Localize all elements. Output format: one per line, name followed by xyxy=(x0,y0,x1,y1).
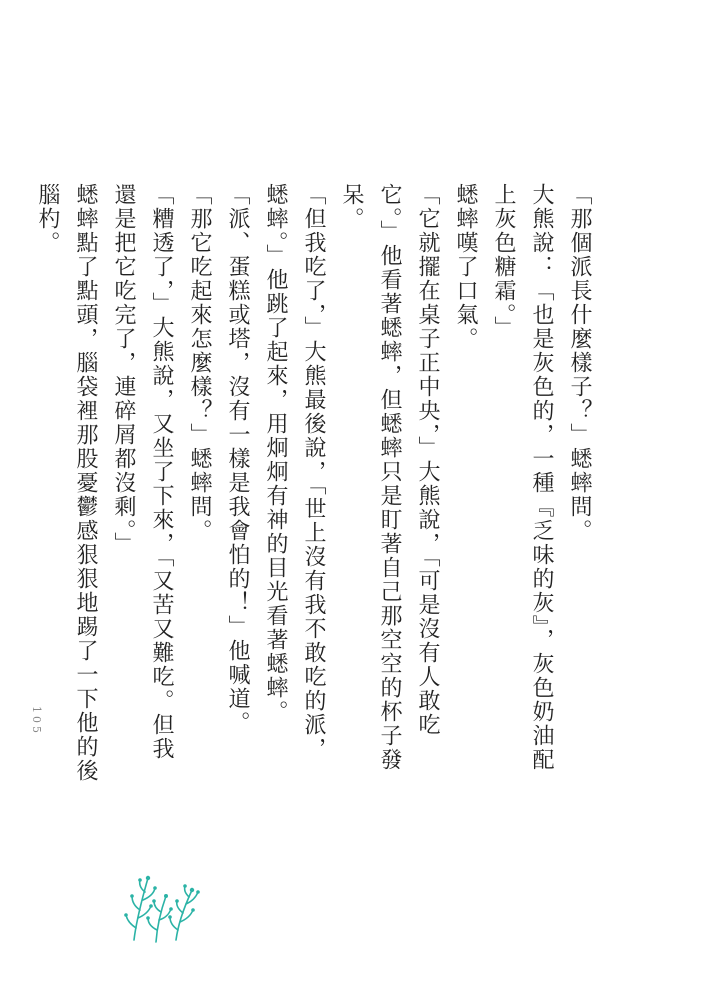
paragraph-7: 「那它吃起來怎麼樣？」蟋蟀問。 xyxy=(187,183,212,543)
paragraph-8: 「糟透了，」大熊說，又坐了下來，「又苦又難吃。但我還是把它吃完了，連碎屑都沒剩。」 xyxy=(111,183,174,761)
paragraph-1: 「那個派長什麼樣子？」蟋蟀問。 xyxy=(567,183,592,543)
paragraph-5: 「但我吃了，」大熊最後說，「世上沒有我不敢吃的派，蟋蟀。」他跳了起來，用炯炯有神的目光看著蟋蟀。 xyxy=(263,183,326,761)
paragraph-9: 蟋蟀點了點頭，腦袋裡那股憂鬱感狠狠地踢了一下他的後腦杓。 xyxy=(35,183,98,783)
paragraph-2: 大熊說：「也是灰色的，一種『乏味的灰』，灰色奶油配上灰色糖霜。」 xyxy=(491,183,554,772)
paragraph-3: 蟋蟀嘆了口氣。 xyxy=(453,183,478,351)
paragraph-4: 「它就擺在桌子正中央，」大熊說，「可是沒有人敢吃它。」他看著蟋蟀，但蟋蟀只是盯著自己那空空的杯子發呆。 xyxy=(339,183,440,772)
page-number: 105 xyxy=(30,706,43,736)
paragraph-6: 「派、蛋糕或塔，沒有一樣是我會怕的！」他喊道。 xyxy=(225,183,250,735)
sprig-ornament-icon xyxy=(120,868,210,948)
